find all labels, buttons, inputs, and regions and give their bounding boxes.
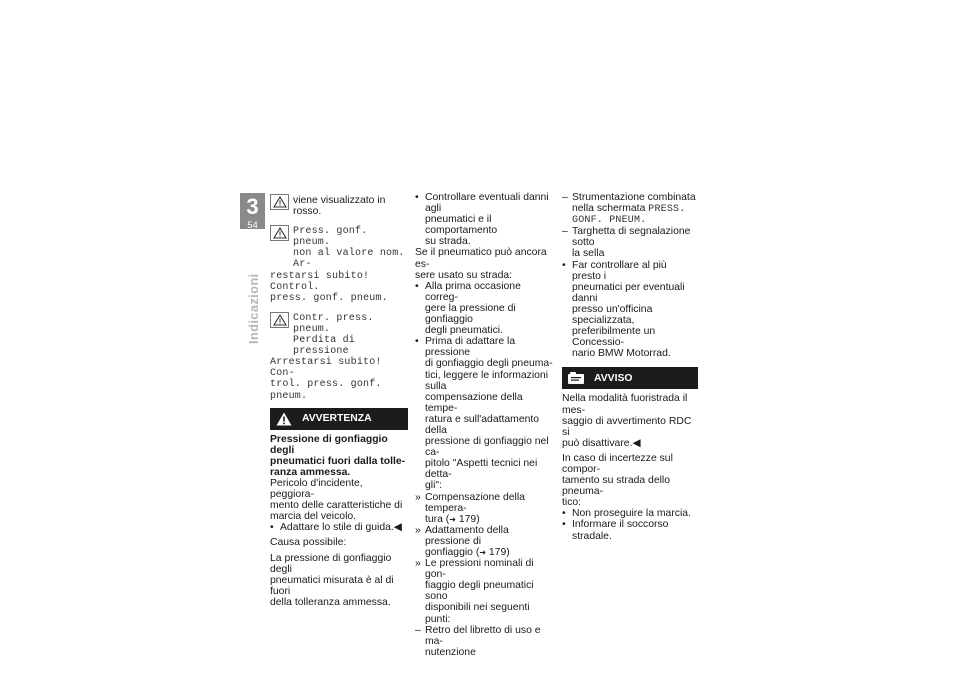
- list-item: • Controllare eventuali danni agli pneumatici e il comportamento su strada.: [415, 192, 549, 248]
- column-1: [270, 192, 408, 608]
- display-text: Arrestarsi subito! Con-: [270, 357, 382, 380]
- page-reference-icon: ➜: [449, 514, 456, 524]
- display-text: Perdita di pressione: [293, 335, 356, 358]
- text-line: della tolleranza ammessa.: [270, 596, 391, 608]
- warning-banner: [270, 408, 408, 430]
- display-text: restarsi subito! Control.: [270, 270, 370, 293]
- text-line: viene visualizzato in rosso.: [293, 195, 386, 218]
- display-text: press. gonf. pneum.: [270, 292, 388, 304]
- list-item: • Non proseguire la marcia.: [562, 508, 691, 520]
- warning-message-red: [270, 192, 408, 217]
- warning-heading: ranza ammessa.: [270, 466, 351, 478]
- list-item-dash: – Targhetta di segnalazione sotto la sella: [562, 226, 691, 260]
- end-mark-icon: ◀: [393, 522, 402, 534]
- page-link[interactable]: 179: [458, 513, 477, 525]
- text-line: sere usato su strada:: [415, 269, 513, 281]
- text-line: saggio di avvertimento RDC si: [562, 415, 692, 438]
- list-item-reference: » Le pressioni nominali di gon- fiaggio degli pneumatici sono disponibili nei seguenti punti:: [415, 558, 534, 625]
- list-item: • Alla prima occasione correg- gere la pressione di gonfiaggio degli pneumatici.: [415, 280, 521, 337]
- warning-triangle-icon: [270, 225, 289, 241]
- warning-triangle-icon: [270, 312, 289, 328]
- column-3: [562, 192, 698, 542]
- text-line: Causa possibile:: [270, 537, 347, 549]
- warning-heading: pneumatici fuori dalla tolle-: [270, 455, 406, 467]
- notice-banner: [562, 367, 698, 389]
- list-item-reference: » Adattamento della pressione di gonfiaggio (➜ 179): [415, 524, 510, 558]
- section-title: Indicazioni: [246, 273, 261, 344]
- display-text: Contr. press. pneum.: [293, 312, 374, 335]
- display-text: Press. gonf. pneum.: [293, 226, 368, 249]
- text-line: tico:: [562, 497, 582, 509]
- notice-hand-icon: [562, 371, 590, 385]
- warning-triangle-icon: [270, 194, 289, 210]
- page-number: 54: [247, 220, 258, 231]
- warning-title: AVVERTENZA: [302, 413, 372, 425]
- text-line: In caso di incertezze sul compor-: [562, 452, 673, 475]
- page-link[interactable]: 179: [488, 547, 507, 558]
- text-line: Nella modalità fuoristrada il mes-: [562, 393, 688, 416]
- text-line: marcia del veicolo.: [270, 511, 357, 523]
- display-message-2: [270, 310, 408, 357]
- column-2: [415, 192, 553, 658]
- text-line: Pericolo d'incidente, peggiora-: [270, 477, 363, 501]
- list-item: • Prima di adattare la pressione di gonfiaggio degli pneuma- tici, leggere le informazioni sulla compensazione della tempe- ratura e sull'adattamento della pressione di gonfiaggio nel ca- pitolo "Aspetti tecnici nei detta- gli":: [415, 336, 553, 492]
- text-line: Se il pneumatico può ancora es-: [415, 247, 547, 270]
- text-line: mento delle caratteristiche di: [270, 500, 403, 512]
- list-item: • Informare il soccorso stradale.: [562, 519, 669, 542]
- text-line: pneumatici misurata è al di fuori: [270, 574, 394, 597]
- display-text: non al valore nom. Ar-: [293, 248, 405, 271]
- list-item-reference: » Compensazione della tempera- tura (➜ 179): [415, 491, 525, 525]
- warning-heading: Pressione di gonfiaggio degli: [270, 433, 388, 456]
- warning-icon: [270, 412, 298, 426]
- text-line: può disattivare.: [562, 437, 633, 449]
- display-text: trol. press. gonf. pneum.: [270, 379, 382, 402]
- page-reference-icon: ➜: [479, 548, 487, 557]
- list-item: • Far controllare al più presto i pneumatici per eventuali danni presso un'officina specializzata, preferibilmente un Concessio- nario BMW Motorrad.: [562, 259, 685, 360]
- text-line: tamento su strada dello pneuma-: [562, 475, 671, 498]
- list-item-dash: – Retro del libretto di uso e ma- nutenzione: [415, 624, 541, 658]
- chapter-number: 3: [246, 194, 259, 219]
- end-mark-icon: ◀: [632, 437, 641, 449]
- display-message-1: [270, 223, 408, 270]
- notice-title: AVVISO: [594, 372, 633, 384]
- text-line: La pressione di gonfiaggio degli: [270, 552, 392, 575]
- list-item-dash: – Strumentazione combinata nella schermata PRESS. GONF. PNEUM.: [562, 192, 696, 227]
- list-item: • Adattare lo stile di guida.◀: [270, 522, 402, 534]
